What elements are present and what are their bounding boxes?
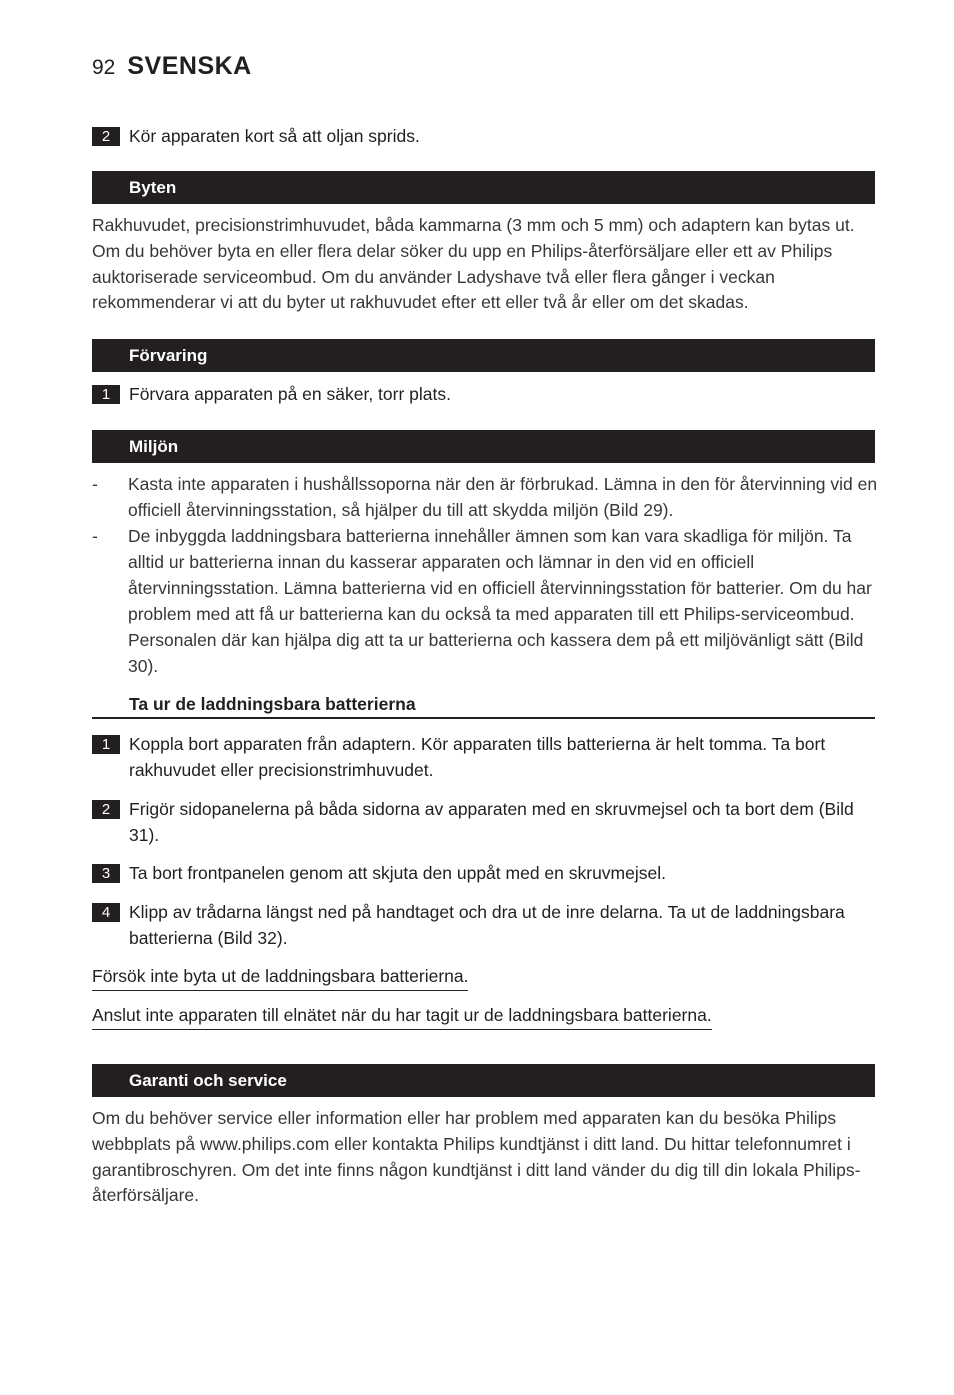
step-item bbox=[92, 860, 877, 886]
step-text: Förvara apparaten på en säker, torr plats. bbox=[129, 384, 451, 404]
step-number: 2 bbox=[92, 800, 120, 819]
step-item bbox=[92, 381, 877, 407]
step-item bbox=[92, 796, 877, 848]
step-text: Ta bort frontpanelen genom att skjuta den uppåt med en skruvmejsel. bbox=[129, 863, 666, 883]
step-number: 2 bbox=[92, 127, 120, 146]
step-item bbox=[92, 731, 877, 783]
warning-text: Anslut inte apparaten till elnätet när du har tagit ur de laddningsbara batterierna. bbox=[92, 1003, 712, 1030]
step-text: Klipp av trådarna längst ned på handtaget och dra ut de inre delarna. Ta ut de laddningsbara batterierna (Bild 32). bbox=[129, 902, 845, 948]
warning-text: Försök inte byta ut de laddningsbara batterierna. bbox=[92, 964, 468, 991]
byten-paragraph: Rakhuvudet, precisionstrimhuvudet, båda kammarna (3 mm och 5 mm) och adaptern kan bytas ut. Om du behöver byta en eller flera delar söker du upp en Philips-återförsäljare eller ett av Philips auktoriserade serviceombud. Om du använder Ladyshave två eller flera gånger i veckan rekommenderar vi att du byter ut rakhuvudet efter ett eller två år eller om det skadas. bbox=[92, 215, 855, 313]
step-number: 1 bbox=[92, 735, 120, 754]
bullet-dash: - bbox=[92, 474, 98, 494]
bullet-text: Kasta inte apparaten i hushållssoporna när den är förbrukad. Lämna in den för återvinning vid en officiell återvinningsstation, så hjälper du till att skydda miljön (Bild 29). bbox=[128, 474, 878, 520]
section-heading-byten: Byten bbox=[92, 171, 875, 204]
step-text: Kör apparaten kort så att oljan sprids. bbox=[129, 126, 420, 146]
step-item bbox=[92, 899, 877, 951]
page-number: 92 bbox=[92, 56, 116, 79]
step-item bbox=[92, 123, 877, 149]
page-header bbox=[92, 52, 252, 86]
bullet-dash: - bbox=[92, 526, 98, 546]
section-heading-forvaring: Förvaring bbox=[92, 339, 875, 372]
bullet-text: De inbyggda laddningsbara batterierna innehåller ämnen som kan vara skadliga för miljön. Ta alltid ur batterierna innan du kasserar apparaten och lämnar in den vid en officiell återvinningsstation. Lämna batterierna vid en officiell återvinningsstation för batterier. Om du har problem med att få ur batterierna kan du också ta med apparaten till ett Philips-serviceombud. Personalen där kan hjälpa dig att ta ur batterierna och kassera dem på ett miljövänligt sätt (Bild 30). bbox=[128, 526, 872, 676]
subsection-heading-batterier: Ta ur de laddningsbara batterierna bbox=[92, 692, 875, 719]
section-heading-garanti: Garanti och service bbox=[92, 1064, 875, 1097]
step-number: 1 bbox=[92, 385, 120, 404]
bullet-item bbox=[92, 523, 882, 679]
bullet-item bbox=[92, 471, 882, 523]
step-number: 4 bbox=[92, 903, 120, 922]
garanti-paragraph: Om du behöver service eller information eller har problem med apparaten kan du besöka Philips webbplats på www.philips.com eller kontakta Philips kundtjänst i ditt land. Du hittar telefonnumret i garantibroschyren. Om det inte finns någon kundtjänst i ditt land vänder du dig till din lokala Philips-återförsäljare. bbox=[92, 1108, 861, 1206]
step-text: Frigör sidopanelerna på båda sidorna av apparaten med en skruvmejsel och ta bort dem (Bild 31). bbox=[129, 799, 854, 845]
section-heading-miljon: Miljön bbox=[92, 430, 875, 463]
language-title: SVENSKA bbox=[127, 52, 252, 80]
step-text: Koppla bort apparaten från adaptern. Kör apparaten tills batterierna är helt tomma. Ta bort rakhuvudet eller precisionstrimhuvudet. bbox=[129, 734, 826, 780]
step-number: 3 bbox=[92, 864, 120, 883]
